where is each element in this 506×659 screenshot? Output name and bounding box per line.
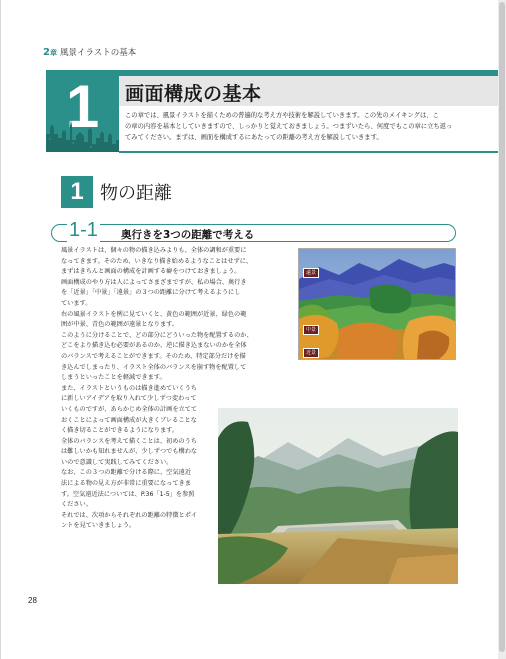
body-line: ください。 xyxy=(61,501,92,509)
section-title: 画面構成の基本 xyxy=(125,83,262,105)
chapter-title: 風景イラストの基本 xyxy=(59,48,137,58)
page-number: 28 xyxy=(28,596,37,605)
body-line: ントを見ていきましょう。 xyxy=(61,522,136,530)
body-line: のバランスで考えることができます。そのため、特定部分だけを描 xyxy=(61,352,246,360)
running-head xyxy=(43,46,136,58)
heading1-title: 物の距離 xyxy=(100,183,172,204)
body-line: き込んでしまったり、イラスト全体のバランスを崩す物を配置して xyxy=(61,363,247,371)
body-line: このように分けることで、どの部分にどういった物を配置するのか、 xyxy=(61,331,253,339)
body-line: く描き切ることができるようになります。 xyxy=(61,427,179,435)
banner-bottom-rule xyxy=(119,151,499,153)
section-number: 1 xyxy=(65,73,100,140)
body-line: 全体のバランスを考えて描くことは、初めのうち xyxy=(61,437,197,445)
heading1-number: 1 xyxy=(61,176,93,208)
intro-paragraph xyxy=(125,110,493,143)
body-line: 画面構成のやり方は人によってさまざまですが、私の場合、奥行き xyxy=(61,278,247,286)
body-line: どこをより描き込む必要があるのか、逆に描き込まないのかを全体 xyxy=(61,342,247,350)
vertical-scrollbar[interactable] xyxy=(498,0,506,659)
body-line: 風景イラストは、個々の物の描き込みよりも、全体の調和が重要に xyxy=(61,247,247,254)
depth-zone-illustration xyxy=(298,248,456,360)
body-line: す。空気遠近法については、P.36「1-5」を参照 xyxy=(61,490,195,498)
body-line: いので意識して実践してみてください。 xyxy=(61,458,173,466)
section-number-block xyxy=(46,70,119,152)
body-line: 囲が中景、青色の範囲が遠景となります。 xyxy=(61,321,179,329)
cityscape-silhouette-icon xyxy=(46,114,119,152)
body-line: いくものですが、あらかじめ全体の計画を立てて xyxy=(61,405,198,413)
body-line: は難しいかも知れませんが、少しずつでも構わな xyxy=(61,448,198,456)
landscape-image xyxy=(218,408,458,584)
body-line: 法による物の見え方が非常に重要になってきま xyxy=(61,480,191,488)
intro-line: この章では、風景イラストを描くための普遍的な考え方や技術を解説していきます。この先のメイキングは、こ xyxy=(125,112,439,119)
intro-line: てみてください。まずは、画面を構成するにあたっての距離の考え方を解説していきます。 xyxy=(125,134,383,141)
label-far: 遠景 xyxy=(303,268,319,278)
heading2-title: 奥行きを3つの距離で考える xyxy=(121,229,255,241)
chapter-kanji: 章 xyxy=(49,49,57,57)
body-line: おくことによって画面構成が大きくブレることな xyxy=(61,416,197,424)
chapter-number: 2 xyxy=(43,47,50,58)
body-line: また、イラストというものは描き進めていくうち xyxy=(61,384,197,392)
body-line: に新しいアイデアを取り入れて少しずつ変わって xyxy=(61,395,197,403)
body-line: なお、この３つの距離で分ける際に、空気遠近 xyxy=(61,469,191,477)
body-line: を「近景」「中景」「遠景」の３つの距離に分けて考えるようにし xyxy=(61,289,241,297)
body-line: まずはきちんと画面の構成を計画する癖をつけておきましょう。 xyxy=(61,268,241,276)
body-line: 右の風景イラストを例に見ていくと、黄色の範囲が近景、緑色の範 xyxy=(61,310,247,318)
body-line: しまうといったことを軽減できます。 xyxy=(61,374,166,382)
scrollbar-thumb[interactable] xyxy=(499,2,505,652)
body-line: ています。 xyxy=(61,299,92,307)
label-near: 近景 xyxy=(303,348,319,358)
landscape-illustration xyxy=(218,408,458,584)
label-middle: 中景 xyxy=(303,325,319,335)
body-line: なってきます。そのため、いきなり描き始めるようなことはせずに、 xyxy=(61,257,253,265)
heading2-number: 1-1 xyxy=(69,219,98,241)
depth-zone-image xyxy=(299,249,456,360)
intro-line: の章の内容を基本としていきますので、しっかりと覚えておきましょう。つまずいたら、何度でもこの章に立ち返っ xyxy=(125,123,453,130)
body-line: それでは、次項からそれぞれの距離の特徴とポイ xyxy=(61,511,198,519)
